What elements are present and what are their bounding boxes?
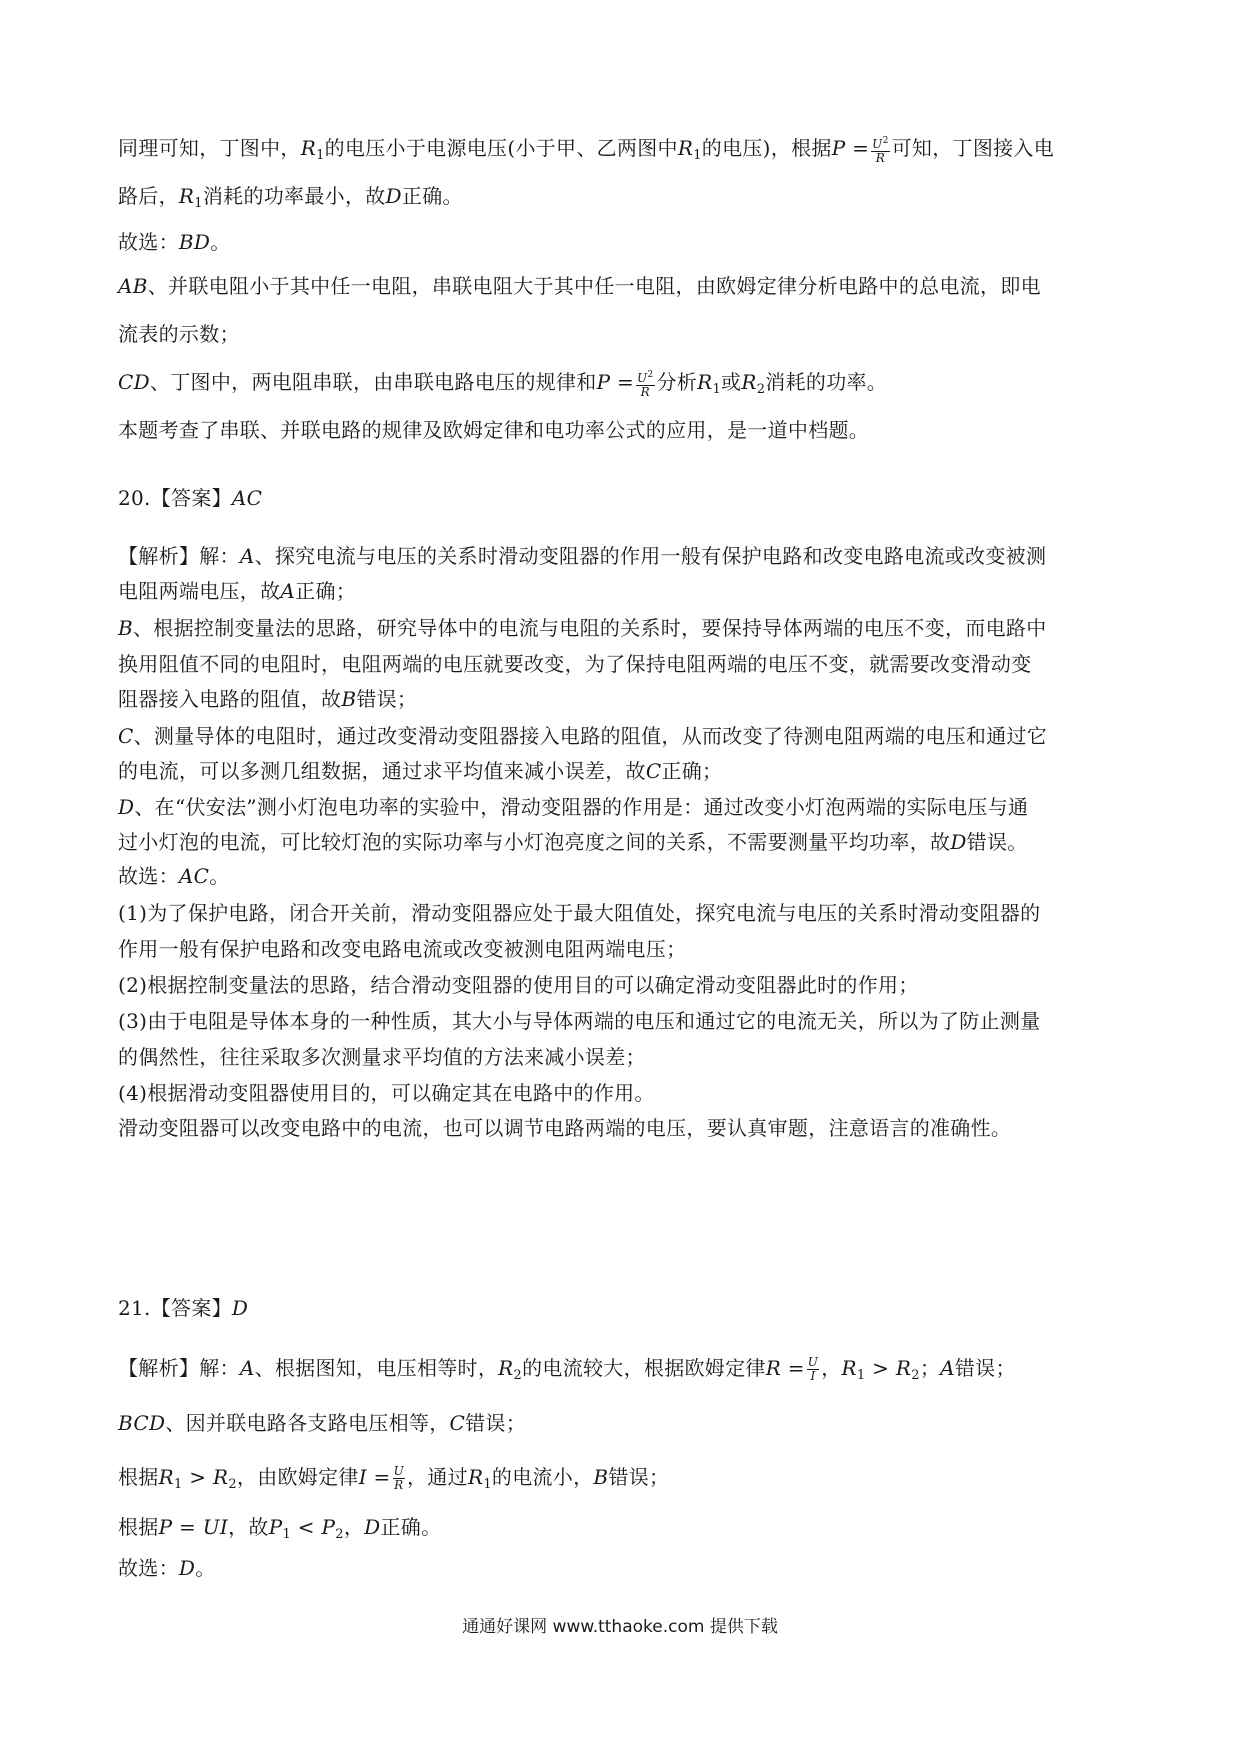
paragraph-line: B、根据控制变量法的思路，研究导体中的电流与电阻的关系时，要保持导体两端的电压不变，而电路中 [118, 616, 1047, 640]
paragraph-line: 本题考查了串联、并联电路的规律及欧姆定律和电功率公式的应用，是一道中档题。 [118, 418, 870, 442]
paragraph-line: C、测量导体的电阻时，通过改变滑动变阻器接入电路的阻值，从而改变了待测电阻两端的电压和通过它 [118, 724, 1048, 748]
paragraph-line: 根据$R_1 > R_2$，由欧姆定律I = $\frac{U}{R}$ ，通过$R_1$的电流小，B错误； [118, 1464, 670, 1492]
paragraph-line: 作用一般有保护电路和改变电路电流或改变被测电阻两端电压； [118, 937, 687, 961]
paragraph-line: 的电流，可以多测几组数据，通过求平均值来减小误差，故C正确； [118, 759, 723, 783]
paragraph-line: 路后，$R_1$消耗的功率最小，故D正确。 [118, 184, 463, 211]
paragraph-line: 流表的示数； [118, 322, 240, 346]
fraction-u-over-i: $\frac{U}{I}$ [807, 1355, 819, 1383]
text: 可知，丁图接入电 [891, 136, 1055, 160]
answer-choice-line: 故选：BD。 [118, 230, 231, 254]
paragraph-line: 【解析】解：A、探究电流与电压的关系时滑动变阻器的作用一般有保护电路和改变电路电流或改变被测 [118, 544, 1047, 568]
paragraph-line: (3)由于电阻是导体本身的一种性质，其大小与导体两端的电压和通过它的电流无关，所以为了防止测量 [118, 1009, 1041, 1033]
question-21-answer: 21.【答案】D [118, 1296, 249, 1320]
paragraph-line: 【解析】解：A、根据图知，电压相等时，$R_2$的电流较大，根据欧姆定律R = $\frac{U}{I}$ ，$R_1 > R_2$；A错误； [118, 1355, 1016, 1383]
text: 的电压小于电源电压(小于甲、乙两图中 [324, 136, 678, 160]
paragraph-line: 电阻两端电压，故A正确； [118, 579, 357, 603]
paragraph-line: 换用阻值不同的电阻时，电阻两端的电压就要改变，为了保持电阻两端的电压不变，就需要改变滑动变 [118, 652, 1032, 676]
paragraph-line: (1)为了保护电路，闭合开关前，滑动变阻器应处于最大阻值处，探究电流与电压的关系时滑动变阻器的 [118, 901, 1041, 925]
paragraph-line: (2)根据控制变量法的思路，结合滑动变阻器的使用目的可以确定滑动变阻器此时的作用； [118, 973, 919, 997]
paragraph-line: 阻器接入电路的阻值，故B错误； [118, 687, 418, 711]
paragraph-line: (4)根据滑动变阻器使用目的，可以确定其在电路中的作用。 [118, 1081, 655, 1105]
math-r1: $R_1$ [300, 136, 325, 163]
footer-watermark: 通通好课网 www.tthaoke.com 提供下载 [462, 1617, 778, 1637]
paragraph-line: 滑动变阻器可以改变电路中的电流，也可以调节电路两端的电压，要认真审题，注意语言的准确性。 [118, 1116, 1012, 1140]
math-p-equals: P = [831, 136, 870, 160]
fraction-u2-over-r: $\frac{U^2}{R}$ [872, 135, 889, 165]
math-r1: $R_1$ [178, 184, 203, 211]
text: 同理可知，丁图中， [118, 136, 301, 160]
math-r1: $R_1$ [677, 136, 702, 163]
paragraph-line: AB、并联电阻小于其中任一电阻，串联电阻大于其中任一电阻，由欧姆定律分析电路中的总电流，即电 [118, 274, 1041, 298]
paragraph-line: D、在“伏安法”测小灯泡电功率的实验中，滑动变阻器的作用是：通过改变小灯泡两端的实际电压与通 [118, 795, 1029, 819]
paragraph-line: 根据P = UI，故$P_1 < P_2$，D正确。 [118, 1515, 442, 1542]
paragraph-line: 过小灯泡的电流，可比较灯泡的实际功率与小灯泡亮度之间的关系，不需要测量平均功率，故D错误。 [118, 830, 1028, 854]
answer-choice-line: 故选：D。 [118, 1556, 216, 1580]
question-20-answer: 20.【答案】AC [118, 486, 263, 510]
paragraph-line [118, 132, 1128, 172]
fraction-u-over-r: $\frac{U}{R}$ [393, 1464, 405, 1492]
paragraph-line: BCD、因并联电路各支路电压相等，C错误； [118, 1411, 527, 1435]
answer-choice-line: 故选：AC。 [118, 864, 230, 888]
text: 的电压)，根据 [701, 136, 832, 160]
fraction-u2-over-r: $\frac{U^2}{R}$ [637, 369, 654, 399]
paragraph-line: 的偶然性，往往采取多次测量求平均值的方法来减小误差； [118, 1045, 646, 1069]
paragraph-line: CD、丁图中，两电阻串联，由串联电路电压的规律和P = $\frac{U^2}{R}$ 分析$R_1$或$R_2$消耗的功率。 [118, 369, 888, 399]
